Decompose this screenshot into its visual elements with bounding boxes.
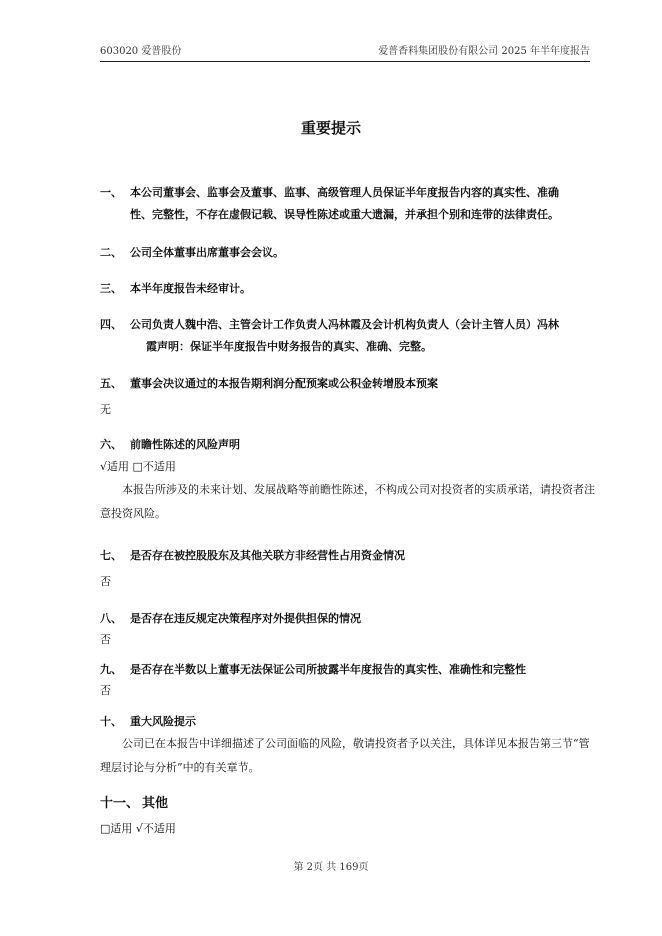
header-report-title: 爱普香料集团股份有限公司 2025 年半年度报告 bbox=[378, 46, 590, 57]
item-2-number: 二、 bbox=[100, 246, 122, 259]
item-6-paragraph: 本报告所涉及的未来计划、发展战略等前瞻性陈述，不构成公司对投资者的实质承诺，请投资者注意投资风险。 bbox=[100, 483, 595, 520]
item-5-line-1: 董事会决议通过的本报告期利润分配预案或公积金转增股本预案 bbox=[130, 377, 438, 390]
header-stock-code: 603020 爱普股份 bbox=[100, 46, 182, 57]
item-3-number: 三、 bbox=[100, 282, 122, 295]
item-5-number: 五、 bbox=[100, 377, 122, 390]
item-1-line-2: 性、完整性，不存在虚假记载、误导性陈述或重大遗漏，并承担个别和连带的法律责任。 bbox=[130, 208, 559, 221]
item-4-line-1: 公司负责人魏中浩、主管会计工作负责人冯林霞及会计机构负责人（会计主管人员）冯林 bbox=[130, 318, 559, 331]
item-8-number: 八、 bbox=[100, 612, 122, 625]
item-9-number: 九、 bbox=[100, 663, 122, 676]
item-8-line-1: 是否存在违反规定决策程序对外提供担保的情况 bbox=[130, 612, 361, 625]
item-11-applicability: □适用 √不适用 bbox=[100, 822, 176, 835]
item-1-line-1: 本公司董事会、监事会及董事、监事、高级管理人员保证半年度报告内容的真实性、准确 bbox=[130, 186, 559, 199]
page-header bbox=[100, 46, 590, 62]
item-9-line-1: 是否存在半数以上董事无法保证公司所披露半年度报告的真实性、准确性和完整性 bbox=[130, 663, 526, 676]
item-7-line-1: 是否存在被控股股东及其他关联方非经营性占用资金情况 bbox=[130, 549, 405, 562]
item-11-number: 十一、 bbox=[100, 796, 140, 811]
item-7-answer: 否 bbox=[100, 575, 111, 588]
item-5-answer: 无 bbox=[100, 403, 111, 416]
page-footer: 第 2页 共 169页 bbox=[293, 862, 369, 873]
item-10-paragraph: 公司已在本报告中详细描述了公司面临的风险，敬请投资者予以关注，具体详见本报告第三节“管理层讨论与分析”中的有关章节。 bbox=[100, 737, 590, 774]
item-4-line-2: 霞声明：保证半年度报告中财务报告的真实、准确、完整。 bbox=[146, 340, 432, 353]
item-6-number: 六、 bbox=[100, 438, 122, 451]
item-2-line-1: 公司全体董事出席董事会会议。 bbox=[130, 246, 284, 259]
item-10-line-1: 重大风险提示 bbox=[130, 715, 196, 728]
item-8-answer: 否 bbox=[100, 633, 111, 646]
item-6-applicability: √适用 □不适用 bbox=[100, 460, 176, 473]
item-11-line-1: 其他 bbox=[142, 796, 169, 811]
item-1-number: 一、 bbox=[100, 186, 122, 199]
page-title: 重要提示 bbox=[300, 119, 361, 137]
item-3-line-1: 本半年度报告未经审计。 bbox=[130, 282, 251, 295]
item-7-number: 七、 bbox=[100, 549, 122, 562]
item-4-number: 四、 bbox=[100, 318, 122, 331]
item-10-number: 十、 bbox=[100, 715, 122, 728]
item-6-line-1: 前瞻性陈述的风险声明 bbox=[130, 438, 240, 451]
item-9-answer: 否 bbox=[100, 684, 111, 697]
